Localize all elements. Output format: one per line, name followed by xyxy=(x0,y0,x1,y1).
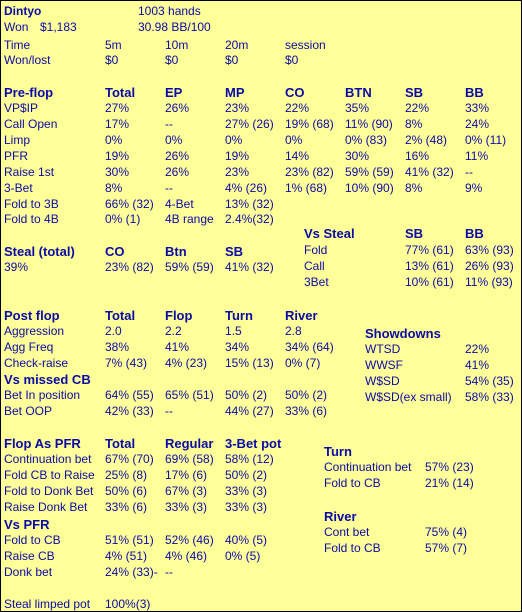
cell: 30% xyxy=(345,149,370,163)
cell: 67% (70) xyxy=(105,452,154,466)
cell: 0% (11) xyxy=(465,133,507,147)
cell: 26% xyxy=(165,101,190,115)
cell: 33% (6) xyxy=(105,500,148,514)
cell: 11% (90) xyxy=(345,117,393,131)
row-label: 3-Bet xyxy=(4,181,33,195)
cell: 59% (59) xyxy=(345,165,394,179)
cell: 13% (61) xyxy=(405,259,454,273)
cell: 34% xyxy=(225,340,250,354)
cell: 34% (64) xyxy=(285,340,334,354)
section-title: Steal (total) xyxy=(4,244,75,259)
cell: -- xyxy=(465,165,473,179)
cell: 19% (68) xyxy=(285,117,334,131)
section-title: Vs Steal xyxy=(304,226,355,241)
cell: session xyxy=(285,38,326,52)
cell: 50% (2) xyxy=(225,468,268,482)
cell: 11% xyxy=(465,149,489,163)
row-label: Raise CB xyxy=(4,549,55,563)
row-label: Call xyxy=(304,259,325,273)
cell: 0% (7) xyxy=(285,356,321,370)
row-label: Fold to Donk Bet xyxy=(4,484,94,498)
cell: 39% xyxy=(4,260,29,274)
cell: $0 xyxy=(105,53,119,67)
cell: 17% xyxy=(105,117,130,131)
section-title: Flop As PFR xyxy=(4,436,81,451)
cell: 0% xyxy=(165,133,183,147)
cell: 69% (58) xyxy=(165,452,214,466)
cell: 11% (93) xyxy=(465,275,513,289)
cell: 4% (51) xyxy=(105,549,148,563)
cell: 41% (32) xyxy=(225,260,274,274)
column-header: River xyxy=(285,308,318,323)
cell: 4B range xyxy=(165,212,214,226)
row-label: WWSF xyxy=(365,358,403,372)
cell: 2.2 xyxy=(165,324,182,338)
cell: 57% (23) xyxy=(425,460,474,474)
row-label: Donk bet xyxy=(4,565,53,579)
cell: 4% (46) xyxy=(165,549,208,563)
cell: 52% (46) xyxy=(165,533,214,547)
cell: 5m xyxy=(105,38,122,52)
cell: 24% (33)- xyxy=(105,565,158,579)
cell: 59% (59) xyxy=(165,260,214,274)
row-label: Limp xyxy=(4,133,31,147)
row-label: Fold to CB xyxy=(4,533,61,547)
row-label: WTSD xyxy=(365,342,401,356)
cell: 0% xyxy=(105,133,123,147)
cell: 8% xyxy=(105,181,123,195)
cell: 7% (43) xyxy=(105,356,148,370)
cell: 9% xyxy=(465,181,483,195)
cell: 10% (61) xyxy=(405,275,454,289)
cell: 75% (4) xyxy=(425,525,468,539)
turn-title: Turn xyxy=(324,444,352,459)
cell: 4% (23) xyxy=(165,356,208,370)
cell: 41% xyxy=(165,340,190,354)
cell: -- xyxy=(165,565,173,579)
vs-missed-cb-title: Vs missed CB xyxy=(4,372,91,387)
won-label: Won xyxy=(4,20,29,34)
cell: 65% (51) xyxy=(165,388,214,402)
cell: 35% xyxy=(345,101,370,115)
row-label: W$SD(ex small) xyxy=(365,390,452,404)
cell: -- xyxy=(165,117,173,131)
cell: 22% xyxy=(465,342,490,356)
cell: 42% (33) xyxy=(105,404,154,418)
vs-pfr-title: Vs PFR xyxy=(4,517,50,532)
steal-limped-value: 100%(3) xyxy=(105,597,151,611)
cell: 0% xyxy=(225,133,243,147)
row-label: Continuation bet xyxy=(324,460,412,474)
row-label: Bet OOP xyxy=(4,404,53,418)
cell: 1% (68) xyxy=(285,181,328,195)
row-label: Fold to CB xyxy=(324,476,381,490)
cell: 19% xyxy=(225,149,250,163)
row-label: Bet In position xyxy=(4,388,81,402)
column-header: BB xyxy=(465,85,484,100)
cell: 64% (55) xyxy=(105,388,154,402)
cell: 51% (51) xyxy=(105,533,154,547)
column-header: Total xyxy=(105,85,136,100)
cell: 13% (32) xyxy=(225,197,274,211)
player-name: Dintyo xyxy=(4,4,42,18)
column-header: Btn xyxy=(165,244,187,259)
cell: 23% (82) xyxy=(105,260,154,274)
column-header: EP xyxy=(165,85,183,100)
cell: 50% (6) xyxy=(105,484,148,498)
cell: 33% xyxy=(465,101,490,115)
column-header: CO xyxy=(105,244,125,259)
cell: 8% xyxy=(405,181,423,195)
cell: 33% (3) xyxy=(225,500,268,514)
cell: 23% xyxy=(225,101,250,115)
river-title: River xyxy=(324,509,357,524)
cell: Fold to 3B xyxy=(4,197,59,211)
cell: 54% (35) xyxy=(465,374,514,388)
cell: 0% (5) xyxy=(225,549,261,563)
won-amount: $1,183 xyxy=(40,20,77,34)
cell: 33% (3) xyxy=(225,484,268,498)
row-label: W$SD xyxy=(365,374,400,388)
cell: 23% xyxy=(225,165,250,179)
column-header: Flop xyxy=(165,308,193,323)
cell: 22% xyxy=(405,101,430,115)
cell: 38% xyxy=(105,340,130,354)
row-label: Agg Freq xyxy=(4,340,54,354)
cell: 2.8 xyxy=(285,324,302,338)
column-header: 3-Bet pot xyxy=(225,436,282,451)
cell: 2.0 xyxy=(105,324,122,338)
row-label: Raise Donk Bet xyxy=(4,500,88,514)
cell: 0% (1) xyxy=(105,212,141,226)
cell: 66% (32) xyxy=(105,197,154,211)
cell: 40% (5) xyxy=(225,533,268,547)
cell: $0 xyxy=(225,53,239,67)
cell: 58% (12) xyxy=(225,452,274,466)
row-label: Fold CB to Raise xyxy=(4,468,95,482)
column-header: Total xyxy=(105,436,136,451)
column-header: Total xyxy=(105,308,136,323)
row-label: Check-raise xyxy=(4,356,69,370)
row-label: Aggression xyxy=(4,324,65,338)
cell: 50% (2) xyxy=(285,388,328,402)
cell: 19% xyxy=(105,149,130,163)
cell: Won/lost xyxy=(4,53,51,67)
cell: 67% (3) xyxy=(165,484,208,498)
cell: 77% (61) xyxy=(405,243,454,257)
cell: 63% (93) xyxy=(465,243,514,257)
cell: 15% (13) xyxy=(225,356,274,370)
showdowns-title: Showdowns xyxy=(365,326,441,341)
cell: 14% xyxy=(285,149,310,163)
cell: -- xyxy=(165,404,173,418)
cell: 10m xyxy=(165,38,189,52)
cell: 2% (48) xyxy=(405,133,448,147)
cell: 22% xyxy=(285,101,310,115)
cell: 26% xyxy=(165,149,190,163)
cell: 27% (26) xyxy=(225,117,274,131)
cell: 23% (82) xyxy=(285,165,334,179)
cell: 41% xyxy=(465,358,490,372)
section-title: Post flop xyxy=(4,308,60,323)
steal-limped-label: Steal limped pot xyxy=(4,597,91,611)
column-header: SB xyxy=(225,244,244,259)
column-header: MP xyxy=(225,85,245,100)
cell: Fold to 4B xyxy=(4,212,59,226)
cell: $0 xyxy=(285,53,299,67)
cell: 26% xyxy=(165,165,190,179)
cell: 8% xyxy=(405,117,423,131)
row-label: Continuation bet xyxy=(4,452,92,466)
column-header: SB xyxy=(405,85,424,100)
cell: 27% xyxy=(105,101,130,115)
column-header: Turn xyxy=(225,308,253,323)
section-title: Pre-flop xyxy=(4,85,54,100)
cell: 4-Bet xyxy=(165,197,194,211)
cell: 24% xyxy=(465,117,490,131)
row-label: PFR xyxy=(4,149,28,163)
row-label: Cont bet xyxy=(324,525,370,539)
cell: $0 xyxy=(165,53,179,67)
cell: 58% (33) xyxy=(465,390,514,404)
column-header: CO xyxy=(285,85,305,100)
cell: 16% xyxy=(405,149,430,163)
bb-per-100: 30.98 BB/100 xyxy=(138,20,211,34)
column-header: SB xyxy=(405,226,424,241)
row-label: Raise 1st xyxy=(4,165,55,179)
cell: -- xyxy=(165,181,173,195)
cell: 17% (6) xyxy=(165,468,208,482)
cell: 25% (8) xyxy=(105,468,148,482)
cell: 26% (93) xyxy=(465,259,514,273)
row-label: Fold to CB xyxy=(324,541,381,555)
row-label: VP$IP xyxy=(4,101,39,115)
column-header: Regular xyxy=(165,436,214,451)
cell: 50% (2) xyxy=(225,388,268,402)
row-label: Fold xyxy=(304,243,328,257)
cell: 2.4%(32) xyxy=(225,212,274,226)
cell: Time xyxy=(4,38,31,52)
hands-count: 1003 hands xyxy=(138,4,201,18)
cell: 20m xyxy=(225,38,249,52)
cell: 30% xyxy=(105,165,130,179)
cell: 57% (7) xyxy=(425,541,468,555)
cell: 0% (83) xyxy=(345,133,388,147)
cell: 44% (27) xyxy=(225,404,274,418)
cell: 0% xyxy=(285,133,303,147)
cell: 33% (3) xyxy=(165,500,208,514)
cell: 33% (6) xyxy=(285,404,328,418)
row-label: 3Bet xyxy=(304,275,329,289)
cell: 4% (26) xyxy=(225,181,268,195)
column-header: BTN xyxy=(345,85,372,100)
row-label: Call Open xyxy=(4,117,58,131)
cell: 1.5 xyxy=(225,324,242,338)
cell: 21% (14) xyxy=(425,476,474,490)
column-header: BB xyxy=(465,226,484,241)
cell: 10% (90) xyxy=(345,181,394,195)
cell: 41% (32) xyxy=(405,165,454,179)
